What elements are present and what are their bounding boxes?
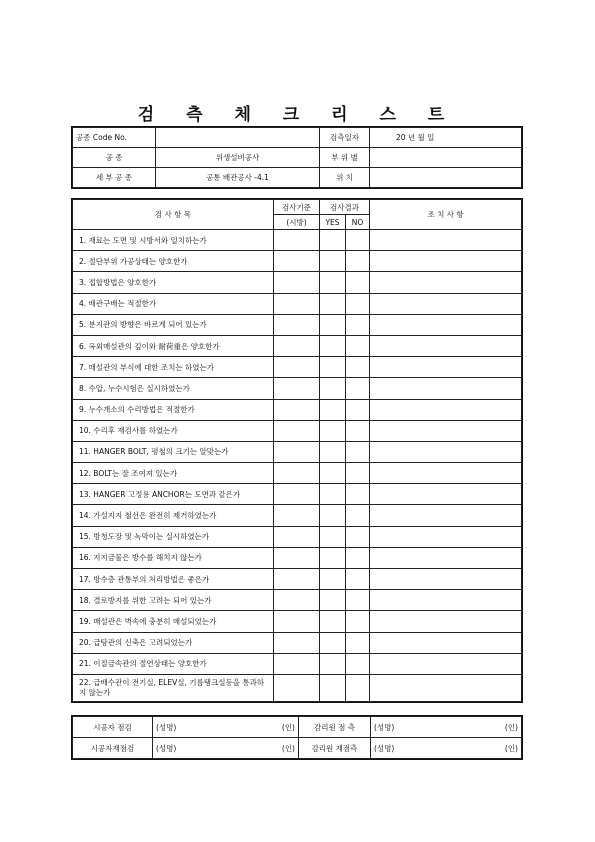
yes-checkbox-cell[interactable] — [320, 526, 346, 547]
no-checkbox-cell[interactable] — [346, 526, 370, 547]
checklist-row — [73, 590, 522, 611]
checklist-row — [73, 272, 522, 293]
date-value-field[interactable] — [370, 128, 522, 148]
standard-cell[interactable] — [274, 526, 320, 547]
no-checkbox-cell[interactable] — [346, 505, 370, 526]
trade-value[interactable]: 위생설비공사 — [156, 148, 320, 168]
no-checkbox-cell[interactable] — [346, 674, 370, 701]
action-cell[interactable] — [370, 674, 522, 701]
checklist-row — [73, 526, 522, 547]
checklist-row — [73, 674, 522, 701]
yes-checkbox-cell[interactable] — [320, 653, 346, 674]
no-checkbox-cell[interactable] — [346, 314, 370, 335]
checklist-row — [73, 251, 522, 272]
part-value-field[interactable] — [370, 148, 522, 168]
no-checkbox-cell[interactable] — [346, 569, 370, 590]
yes-checkbox-cell[interactable] — [320, 569, 346, 590]
action-cell[interactable] — [370, 569, 522, 590]
standard-cell[interactable] — [274, 653, 320, 674]
no-checkbox-cell[interactable] — [346, 230, 370, 251]
supervisor-recheck-name-field[interactable] — [371, 738, 489, 759]
col-yes-header: YES — [320, 215, 346, 230]
action-cell[interactable] — [370, 251, 522, 272]
no-checkbox-cell[interactable] — [346, 420, 370, 441]
standard-cell[interactable] — [274, 399, 320, 420]
standard-cell[interactable] — [274, 590, 320, 611]
signature-row-1 — [73, 717, 522, 738]
checklist-row — [73, 230, 522, 251]
yes-checkbox-cell[interactable] — [320, 547, 346, 568]
checklist-item-text: 10. 수리후 재검사를 하였는가 — [73, 420, 274, 441]
standard-cell[interactable] — [274, 314, 320, 335]
checklist-row — [73, 611, 522, 632]
checklist-row — [73, 463, 522, 484]
col-result-header: 검사결과 — [320, 200, 370, 215]
col-no-header: NO — [346, 215, 370, 230]
header-row-trade — [73, 148, 522, 168]
checklist-row — [73, 335, 522, 356]
yes-checkbox-cell[interactable] — [320, 674, 346, 701]
no-checkbox-cell[interactable] — [346, 378, 370, 399]
supervisor-recheck-label: 감리원 재점측 — [299, 738, 371, 759]
checklist-row — [73, 357, 522, 378]
checklist-item-text: 18. 결로방지를 위한 고려는 되어 있는가 — [73, 590, 274, 611]
standard-cell[interactable] — [274, 547, 320, 568]
contractor-recheck-label: 시공자재점검 — [73, 738, 153, 759]
standard-cell[interactable] — [274, 357, 320, 378]
col-standard-header: 검사기준 — [274, 200, 320, 215]
action-cell[interactable] — [370, 441, 522, 462]
action-cell[interactable] — [370, 378, 522, 399]
no-checkbox-cell[interactable] — [346, 632, 370, 653]
action-cell[interactable] — [370, 399, 522, 420]
checklist-item-text: 13. HANGER 고정용 ANCHOR는 도면과 같은가 — [73, 484, 274, 505]
checklist-item-text: 12. BOLT는 잘 조여져 있는가 — [73, 463, 274, 484]
no-checkbox-cell[interactable] — [346, 441, 370, 462]
yes-checkbox-cell[interactable] — [320, 293, 346, 314]
no-checkbox-cell[interactable] — [346, 611, 370, 632]
yes-checkbox-cell[interactable] — [320, 314, 346, 335]
contractor-recheck-name-field[interactable] — [153, 738, 229, 759]
checklist-row — [73, 484, 522, 505]
location-value-field[interactable] — [370, 168, 522, 188]
standard-cell[interactable] — [274, 611, 320, 632]
no-checkbox-cell[interactable] — [346, 357, 370, 378]
subtrade-label: 세 부 공 종 — [73, 168, 156, 188]
checklist-item-text: 2. 절단부위 가공상태는 양호한가 — [73, 251, 274, 272]
no-checkbox-cell[interactable] — [346, 251, 370, 272]
checklist-header-row-1 — [73, 200, 522, 215]
yes-checkbox-cell[interactable] — [320, 484, 346, 505]
checklist-item-text: 17. 방수층 관통부의 처리방법은 좋은가 — [73, 569, 274, 590]
no-checkbox-cell[interactable] — [346, 293, 370, 314]
standard-cell[interactable] — [274, 272, 320, 293]
yes-checkbox-cell[interactable] — [320, 463, 346, 484]
standard-cell[interactable] — [274, 335, 320, 356]
yes-checkbox-cell[interactable] — [320, 441, 346, 462]
checklist-item-text: 19. 매설관은 벽속에 충분히 매설되었는가 — [73, 611, 274, 632]
standard-cell[interactable] — [274, 505, 320, 526]
checklist-item-text: 15. 방청도장 및 녹막이는 실시하였는가 — [73, 526, 274, 547]
yes-checkbox-cell[interactable] — [320, 272, 346, 293]
no-checkbox-cell[interactable] — [346, 653, 370, 674]
checklist-item-text: 16. 지지금물은 방수를 해치지 않는가 — [73, 547, 274, 568]
checklist-row — [73, 653, 522, 674]
trade-label: 공 종 — [73, 148, 156, 168]
col-standard-sub-header: (시방) — [274, 215, 320, 230]
no-checkbox-cell[interactable] — [346, 335, 370, 356]
checklist-row — [73, 569, 522, 590]
action-cell[interactable] — [370, 314, 522, 335]
supervisor-recheck-name-placeholder: (성명) — [374, 743, 395, 753]
no-checkbox-cell[interactable] — [346, 547, 370, 568]
checklist-item-text: 5. 분지관의 방향은 바르게 되어 있는가 — [73, 314, 274, 335]
action-cell[interactable] — [370, 484, 522, 505]
date-value: 20 년 월 일 — [396, 133, 435, 142]
supervisor-recheck-seal[interactable]: (인) — [489, 738, 522, 759]
supervisor-name-field[interactable] — [371, 717, 489, 738]
action-cell[interactable] — [370, 420, 522, 441]
no-checkbox-cell[interactable] — [346, 463, 370, 484]
checklist-item-text: 14. 가설지지 철선은 완전히 제거하였는가 — [73, 505, 274, 526]
checklist-item-text: 21. 이질금속관의 절연상태는 양호한가 — [73, 653, 274, 674]
contractor-name-field[interactable] — [153, 717, 229, 738]
col-item-header: 검 사 항 목 — [73, 200, 274, 230]
action-cell[interactable] — [370, 632, 522, 653]
action-cell[interactable] — [370, 230, 522, 251]
standard-cell[interactable] — [274, 420, 320, 441]
contractor-name-placeholder: (성명) — [156, 722, 177, 732]
standard-cell[interactable] — [274, 463, 320, 484]
signature-row-2 — [73, 738, 522, 759]
no-checkbox-cell[interactable] — [346, 484, 370, 505]
no-checkbox-cell[interactable] — [346, 399, 370, 420]
checklist-row — [73, 420, 522, 441]
checklist-row — [73, 293, 522, 314]
checklist-item-text: 1. 재료는 도면 및 시방서와 일치하는가 — [73, 230, 274, 251]
header-info-table — [72, 127, 522, 188]
action-cell[interactable] — [370, 505, 522, 526]
standard-cell[interactable] — [274, 632, 320, 653]
checklist-body — [73, 230, 522, 702]
signature-table — [72, 716, 522, 759]
checklist-row — [73, 399, 522, 420]
checklist-item-text: 20. 급탕관의 신축은 고려되었는가 — [73, 632, 274, 653]
inspection-checklist-table — [72, 199, 522, 702]
contractor-seal[interactable]: (인) — [229, 717, 299, 738]
location-label: 위 치 — [320, 168, 370, 188]
action-cell[interactable] — [370, 357, 522, 378]
contractor-recheck-seal[interactable]: (인) — [229, 738, 299, 759]
no-checkbox-cell[interactable] — [346, 272, 370, 293]
checklist-item-text: 11. HANGER BOLT, 평철의 크기는 알맞는가 — [73, 441, 274, 462]
checklist-row — [73, 505, 522, 526]
standard-cell[interactable] — [274, 293, 320, 314]
yes-checkbox-cell[interactable] — [320, 590, 346, 611]
supervisor-seal[interactable]: (인) — [489, 717, 522, 738]
code-value-field[interactable] — [156, 128, 320, 148]
checklist-item-text: 6. 옥외매설관의 깊이와 耐荷重은 양호한가 — [73, 335, 274, 356]
yes-checkbox-cell[interactable] — [320, 399, 346, 420]
standard-cell[interactable] — [274, 569, 320, 590]
action-cell[interactable] — [370, 335, 522, 356]
standard-cell[interactable] — [274, 251, 320, 272]
checklist-item-text: 7. 매설관의 부식에 대한 조치는 하였는가 — [73, 357, 274, 378]
action-cell[interactable] — [370, 526, 522, 547]
subtrade-value[interactable]: 공통 배관공사 -4.1 — [156, 168, 320, 188]
standard-cell[interactable] — [274, 484, 320, 505]
checklist-row — [73, 441, 522, 462]
supervisor-check-label: 감리원 점 측 — [299, 717, 371, 738]
checklist-item-text: 4. 배관구배는 적절한가 — [73, 293, 274, 314]
yes-checkbox-cell[interactable] — [320, 251, 346, 272]
contractor-check-label: 시공자 점검 — [73, 717, 153, 738]
checklist-row — [73, 378, 522, 399]
action-cell[interactable] — [370, 611, 522, 632]
checklist-row — [73, 547, 522, 568]
contractor-recheck-name-placeholder: (성명) — [156, 743, 177, 753]
date-label: 검측일자 — [320, 128, 370, 148]
action-cell[interactable] — [370, 653, 522, 674]
checklist-item-text: 9. 누수개소의 수리방법은 적절한가 — [73, 399, 274, 420]
checklist-item-text: 22. 급배수관이 전기실, ELEV실, 기름탱크실등을 통과하지 않는가 — [73, 674, 274, 701]
checklist-row — [73, 314, 522, 335]
yes-checkbox-cell[interactable] — [320, 335, 346, 356]
standard-cell[interactable] — [274, 230, 320, 251]
yes-checkbox-cell[interactable] — [320, 378, 346, 399]
col-action-header: 조 치 사 항 — [370, 200, 522, 230]
action-cell[interactable] — [370, 463, 522, 484]
yes-checkbox-cell[interactable] — [320, 230, 346, 251]
yes-checkbox-cell[interactable] — [320, 420, 346, 441]
header-row-code — [73, 128, 522, 148]
action-cell[interactable] — [370, 293, 522, 314]
standard-cell[interactable] — [274, 378, 320, 399]
yes-checkbox-cell[interactable] — [320, 505, 346, 526]
supervisor-name-placeholder: (성명) — [374, 722, 395, 732]
yes-checkbox-cell[interactable] — [320, 357, 346, 378]
header-row-subtrade — [73, 168, 522, 188]
checklist-row — [73, 632, 522, 653]
yes-checkbox-cell[interactable] — [320, 632, 346, 653]
checklist-item-text: 8. 수압, 누수시험은 실시하였는가 — [73, 378, 274, 399]
action-cell[interactable] — [370, 547, 522, 568]
standard-cell[interactable] — [274, 441, 320, 462]
no-checkbox-cell[interactable] — [346, 590, 370, 611]
part-label: 부 위 별 — [320, 148, 370, 168]
action-cell[interactable] — [370, 272, 522, 293]
standard-cell[interactable] — [274, 674, 320, 701]
action-cell[interactable] — [370, 590, 522, 611]
checklist-item-text: 3. 접합방법은 양호한가 — [73, 272, 274, 293]
code-label: 공종 Code No. — [73, 128, 156, 148]
document-title: 검 측 체 크 리 스 트 — [137, 105, 458, 125]
yes-checkbox-cell[interactable] — [320, 611, 346, 632]
